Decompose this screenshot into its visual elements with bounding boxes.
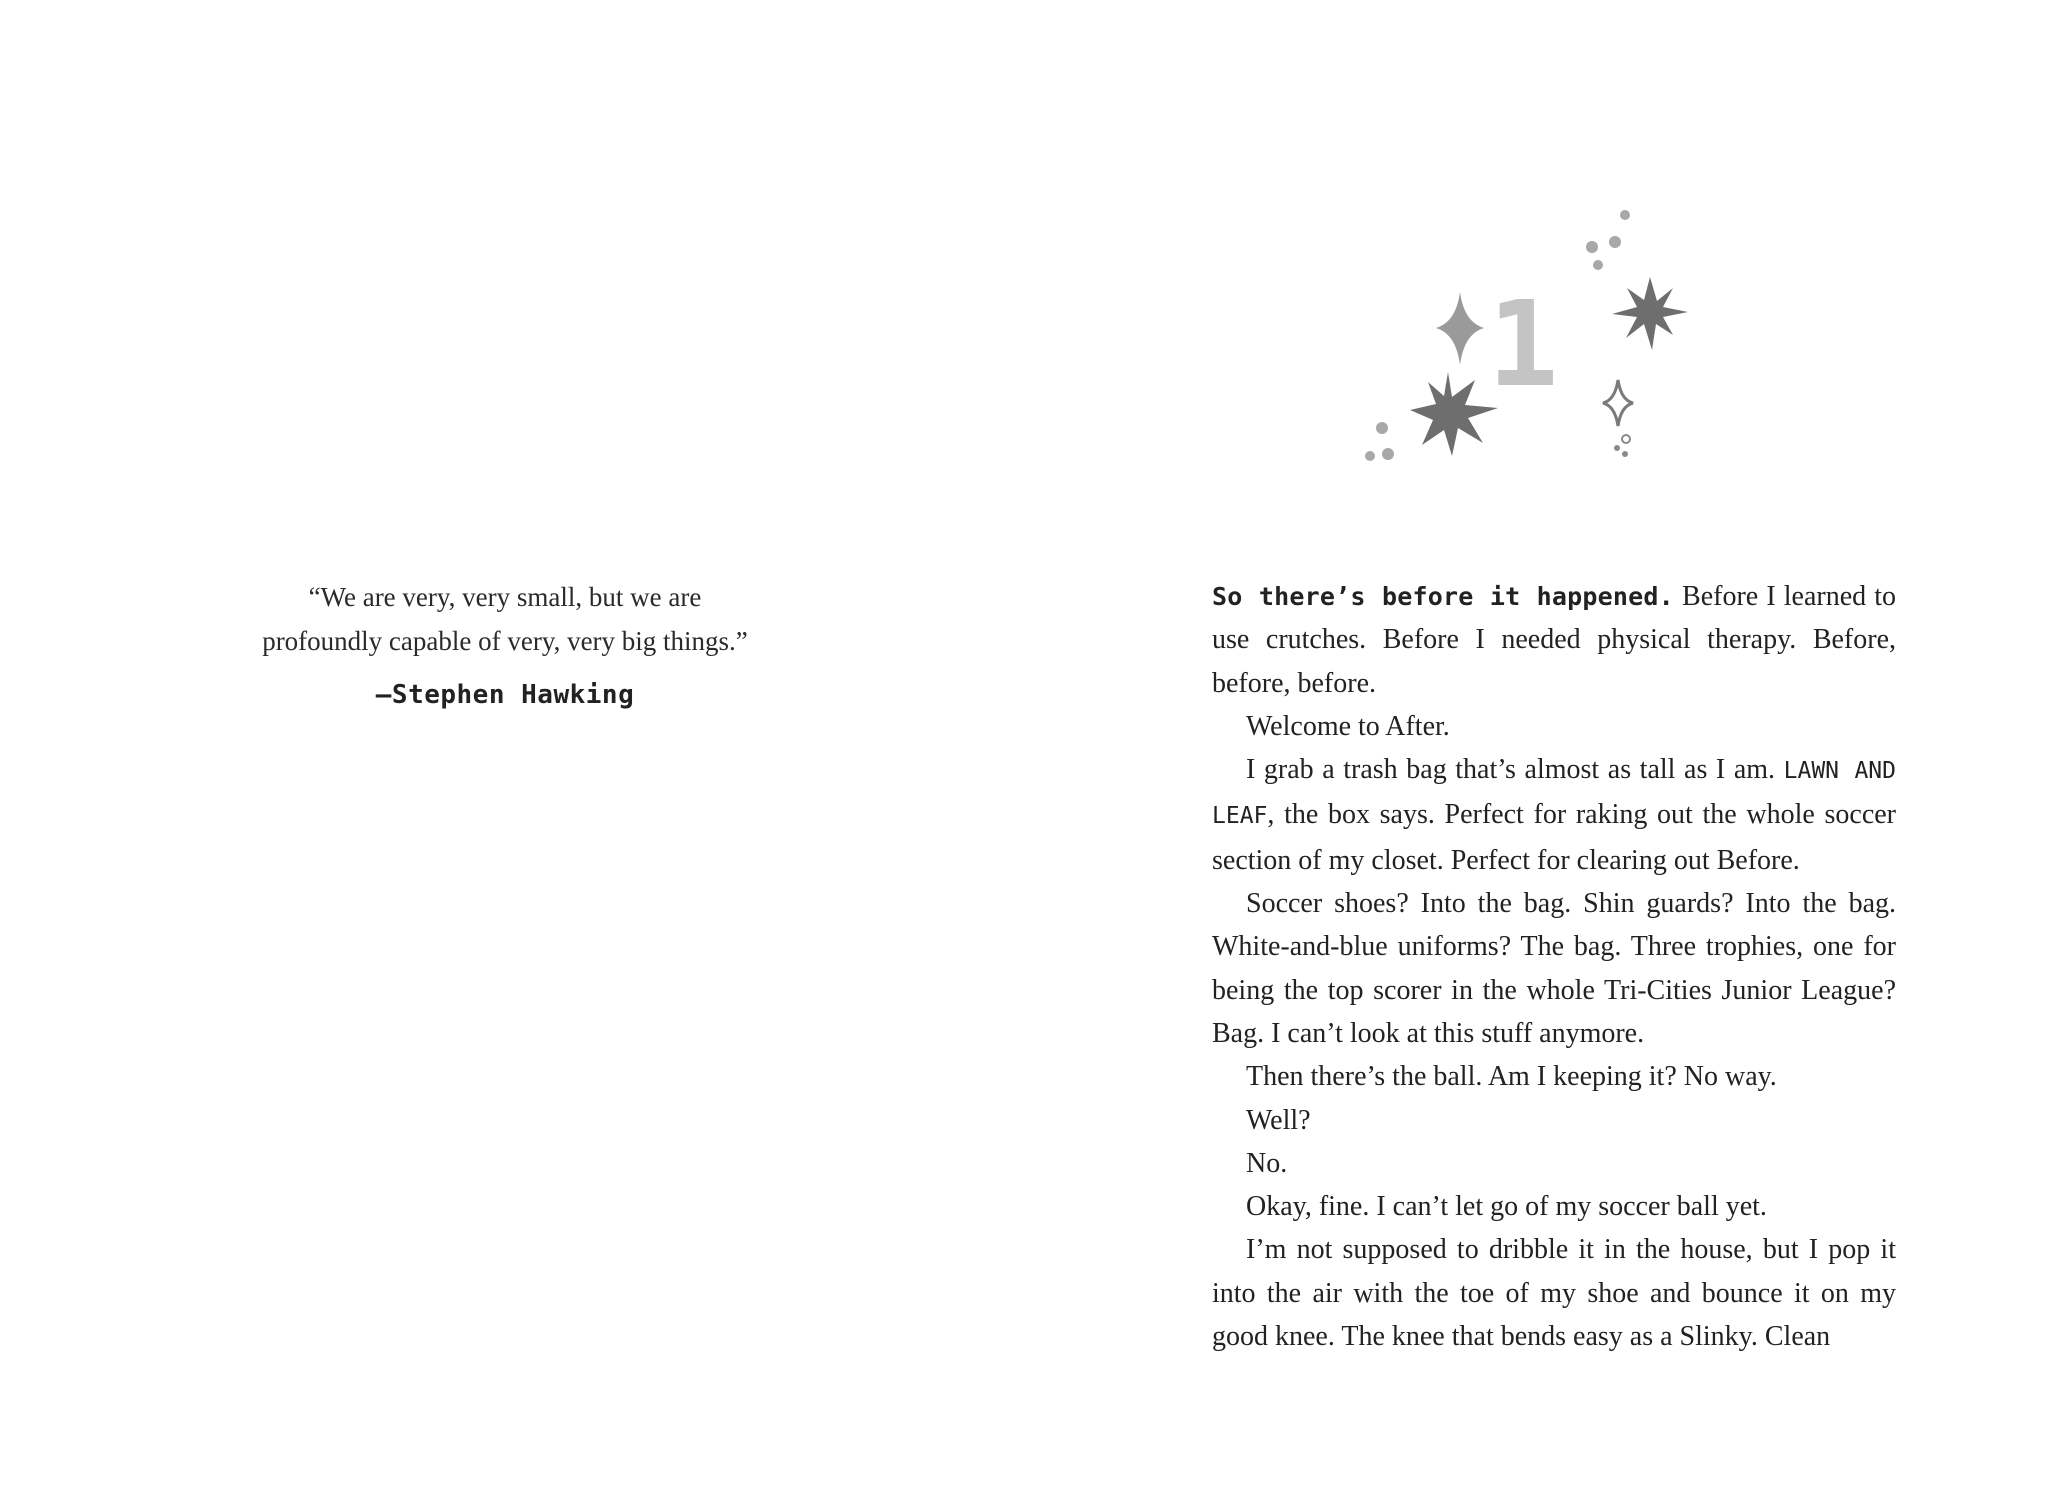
- paragraph: No.: [1246, 1147, 1288, 1179]
- light-sparkle-icon: [1436, 292, 1484, 365]
- epigraph-quote-line-2: profoundly capable of very, very big things.”: [262, 626, 748, 656]
- dots-cluster-left-icon: [1365, 422, 1394, 461]
- paragraph-text: Before I learned to use crutches. Before I needed physical therapy. Before, before, before.: [1212, 581, 1896, 699]
- paragraph: Soccer shoes? Into the bag. Shin guards? Into the bag. White-and-blue uniforms? The bag. Three trophies, one for being the top scorer in the whole Tri-Cities Junior League? Bag. I can’t look at this stuff anymore.: [1212, 888, 1896, 1049]
- epigraph-quote-line-1: “We are very, very small, but we are: [308, 582, 702, 612]
- chapter-number: 1: [1487, 275, 1559, 413]
- dots-cluster-top-icon: [1586, 210, 1630, 270]
- paragraph: Well?: [1246, 1104, 1311, 1136]
- paragraph: [1212, 575, 1896, 705]
- paragraph: Okay, fine. I can’t let go of my soccer ball yet.: [1246, 1191, 1767, 1223]
- paragraph: I’m not supposed to dribble it in the house, but I pop it into the air with the toe of my shoe and bounce it on my good knee. The knee that bends easy as a Slinky. Clean: [1212, 1234, 1896, 1353]
- chapter-lead-in: So there’s before it happened.: [1212, 582, 1674, 611]
- dark-star-large-icon: [1410, 372, 1498, 456]
- paragraph-text: I grab a trash bag that’s almost as tall as I am.: [1246, 754, 1784, 786]
- paragraph-text: , the box says. Perfect for raking out the whole soccer section of my closet. Perfect for clearing out Before.: [1212, 799, 1896, 876]
- outline-sparkle-icon: [1603, 380, 1633, 426]
- paragraph: [1212, 748, 1896, 882]
- chapter-body-text: [1212, 575, 1896, 1358]
- epigraph-attribution: —Stephen Hawking: [375, 680, 635, 710]
- box-label-text: LAWN AND LEAF: [1212, 758, 1896, 830]
- paragraph: Then there’s the ball. Am I keeping it? No way.: [1246, 1061, 1777, 1093]
- dark-star-icon: [1612, 277, 1688, 350]
- paragraph: Welcome to After.: [1246, 710, 1450, 742]
- chapter-ornament: [1340, 200, 1710, 480]
- epigraph: [240, 575, 770, 717]
- dots-cluster-bottom-icon: [1614, 435, 1630, 457]
